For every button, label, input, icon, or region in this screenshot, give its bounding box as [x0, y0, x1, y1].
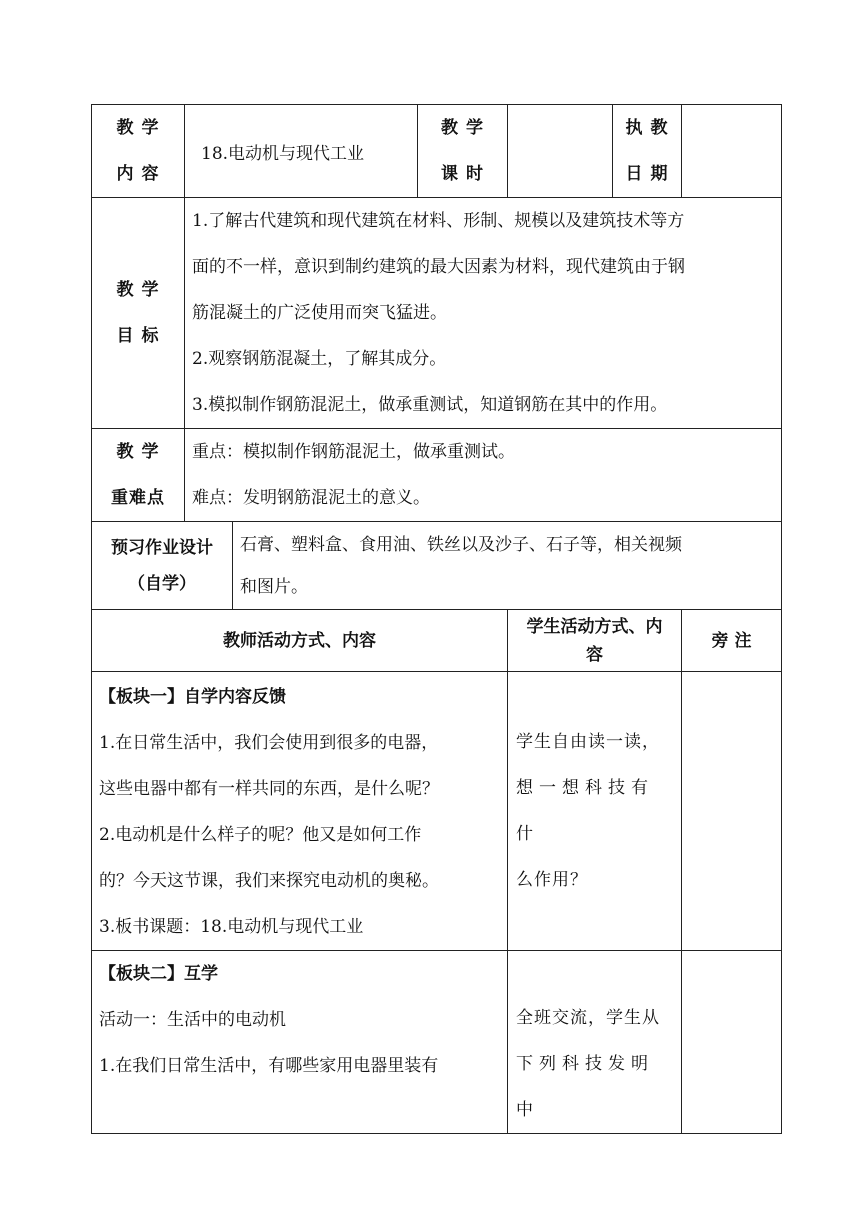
- block1-student-line: 么作用？: [516, 870, 589, 890]
- preview-label-line2: （自学）: [128, 573, 196, 594]
- student-activity-label-line2: 容: [586, 644, 604, 665]
- content-value-cell: [185, 105, 418, 198]
- objectives-label-line1: 教 学: [116, 280, 160, 300]
- objective-line: 面的不一样，意识到制约建筑的最大因素为材料，现代建筑由于钢: [192, 257, 685, 277]
- content-label-line1: 教 学: [116, 118, 160, 138]
- student-activity-label-line1: 学生活动方式、内: [526, 616, 663, 637]
- content-label-line2: 内 容: [116, 164, 160, 184]
- objective-line: 筋混凝土的广泛使用而突飞猛进。: [192, 303, 447, 323]
- block1-line: 这些电器中都有一样共同的东西，是什么呢？: [99, 779, 439, 799]
- notes-label: 旁 注: [711, 630, 752, 651]
- objective-line: 2.观察钢筋混凝土，了解其成分。: [192, 349, 447, 369]
- block1-title: 【板块一】自学内容反馈: [99, 687, 286, 707]
- period-label-line2: 课 时: [441, 164, 484, 184]
- objectives-content-cell: [185, 198, 782, 429]
- preview-row: [92, 522, 782, 610]
- block2-student-cell: [508, 951, 682, 1134]
- header-row: [92, 105, 782, 198]
- objective-line: 1.了解古代建筑和现代建筑在材料、形制、规模以及建筑技术等方: [192, 211, 685, 231]
- keypoints-label-line1: 教 学: [116, 442, 160, 462]
- block2-student-line: 下列科技发明中: [516, 1054, 655, 1120]
- preview-label-cell: [92, 522, 233, 610]
- block2-teacher-cell: [92, 951, 508, 1134]
- preview-line: 石膏、塑料盒、食用油、铁丝以及沙子、石子等，相关视频: [240, 534, 682, 555]
- block1-line: 2.电动机是什么样子的呢？他又是如何工作: [99, 825, 422, 845]
- block1-line: 3.板书课题：18.电动机与现代工业: [99, 917, 364, 937]
- objective-line: 3.模拟制作钢筋混泥土，做承重测试，知道钢筋在其中的作用。: [192, 395, 668, 415]
- block1-student-cell: [508, 672, 682, 951]
- lesson-plan-table: [91, 104, 782, 1134]
- date-label-line1: 执 教: [625, 118, 669, 138]
- period-label-cell: [418, 105, 508, 198]
- keypoints-label-line2: 重难点: [111, 488, 165, 508]
- date-label-cell: [613, 105, 682, 198]
- preview-label-line1: 预习作业设计: [111, 537, 213, 558]
- keypoints-label-cell: [92, 429, 185, 522]
- keypoint-line: 重点：模拟制作钢筋混泥土，做承重测试。: [192, 442, 515, 462]
- block1-row: [92, 672, 782, 951]
- period-label-line1: 教 学: [441, 118, 484, 138]
- block1-notes-cell: [682, 672, 782, 951]
- block2-line: 活动一：生活中的电动机: [99, 1010, 286, 1030]
- objectives-label-cell: [92, 198, 185, 429]
- block1-line: 的？今天这节课，我们来探究电动机的奥秘。: [99, 871, 439, 891]
- block2-title: 【板块二】互学: [99, 964, 218, 984]
- notes-header: [682, 610, 782, 672]
- block1-line: 1.在日常生活中，我们会使用到很多的电器，: [99, 733, 439, 753]
- block2-row: [92, 951, 782, 1134]
- block2-notes-cell: [682, 951, 782, 1134]
- keypoints-content-cell: [185, 429, 782, 522]
- date-value-cell: [682, 105, 782, 198]
- keypoints-row: [92, 429, 782, 522]
- preview-line: 和图片。: [240, 576, 308, 597]
- objectives-label-line2: 目 标: [116, 326, 160, 346]
- block1-teacher-cell: [92, 672, 508, 951]
- content-value: 18.电动机与现代工业: [201, 143, 365, 164]
- preview-content-cell: [233, 522, 782, 610]
- block1-student-line: 学生自由读一读，: [516, 732, 661, 752]
- student-activity-header: [508, 610, 682, 672]
- teacher-activity-label: 教师活动方式、内容: [223, 630, 376, 651]
- date-label-line2: 日 期: [625, 164, 669, 184]
- lesson-plan-document: [91, 104, 781, 1134]
- block2-line: 1.在我们日常生活中，有哪些家用电器里装有: [99, 1056, 439, 1076]
- teacher-activity-header: [92, 610, 508, 672]
- content-label-cell: [92, 105, 185, 198]
- period-value-cell: [508, 105, 613, 198]
- block2-student-line: 全班交流，学生从: [516, 1008, 661, 1028]
- keypoint-line: 难点：发明钢筋混泥土的意义。: [192, 488, 430, 508]
- activity-header-row: [92, 610, 782, 672]
- block1-student-line: 想一想科技有什: [516, 778, 655, 844]
- objectives-row: [92, 198, 782, 429]
